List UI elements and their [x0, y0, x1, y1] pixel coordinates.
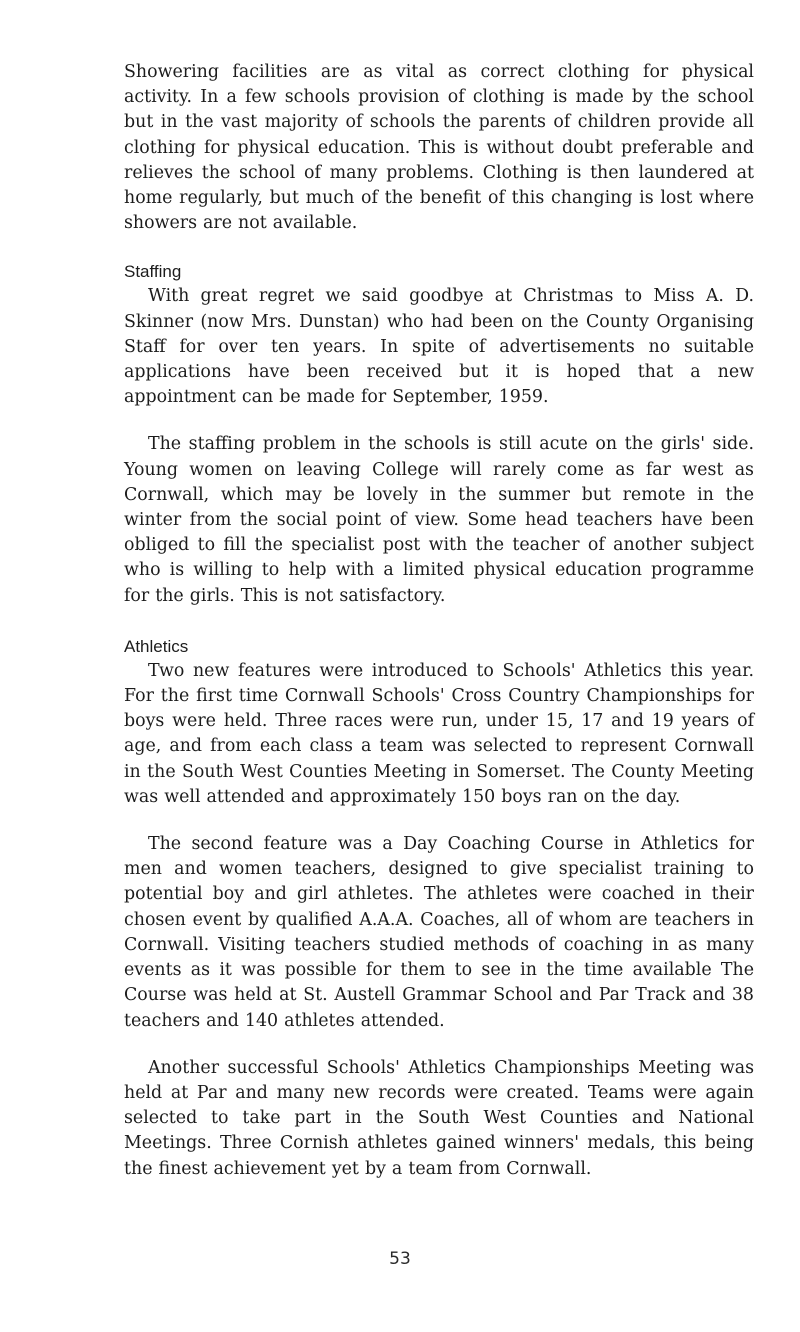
paragraph-athletics-2: The second feature was a Day Coaching Course in Athletics for men and women teachers, designed to give specialist training to potential boy and girl athletes. The athletes were coached in their chosen event by qualified A.A.A. Coaches, all of whom are teachers in Cornwall. Visiting teachers studied methods of coaching in as many events as it was possible for them to see in the time available The Course was held at St. Austell Grammar School and Par Track and 38 teachers and 140 athletes attended. [124, 834, 754, 1031]
paragraph-athletics-3: Another successful Schools' Athletics Championships Meeting was held at Par and many new records were created. Teams were again selected to take part in the South West Counties and National Meetings. Three Cornish athletes gained winners' medals, this being the finest achievement yet by a team from Cornwall. [124, 1057, 754, 1179]
paragraph-athletics-1: Two new features were introduced to Schools' Athletics this year. For the first time Cornwall Schools' Cross Country Championships for boys were held. Three races were run, under 15, 17 and 19 years of age, and from each class a team was selected to represent Cornwall in the South West Counties Meeting in Somerset. The County Meeting was well attended and approximately 150 boys ran on the day. [124, 660, 754, 807]
section-heading-staffing: Staffing [124, 262, 182, 282]
paragraph-staffing-1: With great regret we said goodbye at Christmas to Miss A. D. Skinner (now Mrs. Dunstan) who had been on the County Organising Staff for over ten years. In spite of advertisements no suitable applications have been received but it is hoped that a new appointment can be made for September, 1959. [124, 286, 754, 408]
page-number: 53 [389, 1249, 411, 1269]
document-page [124, 60, 754, 1182]
section-heading-athletics: Athletics [124, 636, 189, 656]
paragraph-showering: Showering facilities are as vital as correct clothing for physical activity. In a few schools provision of clothing is made by the school but in the vast majority of schools the parents of children provide all clothing for physical education. This is without doubt preferable and relieves the school of many problems. Clothing is then laundered at home regularly, but much of the benefit of this changing is lost where showers are not available. [124, 62, 754, 234]
paragraph-staffing-2: The staffing problem in the schools is still acute on the girls' side. Young women on leaving College will rarely come as far west as Cornwall, which may be lovely in the summer but remote in the winter from the social point of view. Some head teachers have been obliged to fill the specialist post with the teacher of another subject who is willing to help with a limited physical education programme for the girls. This is not satisfactory. [124, 434, 754, 606]
